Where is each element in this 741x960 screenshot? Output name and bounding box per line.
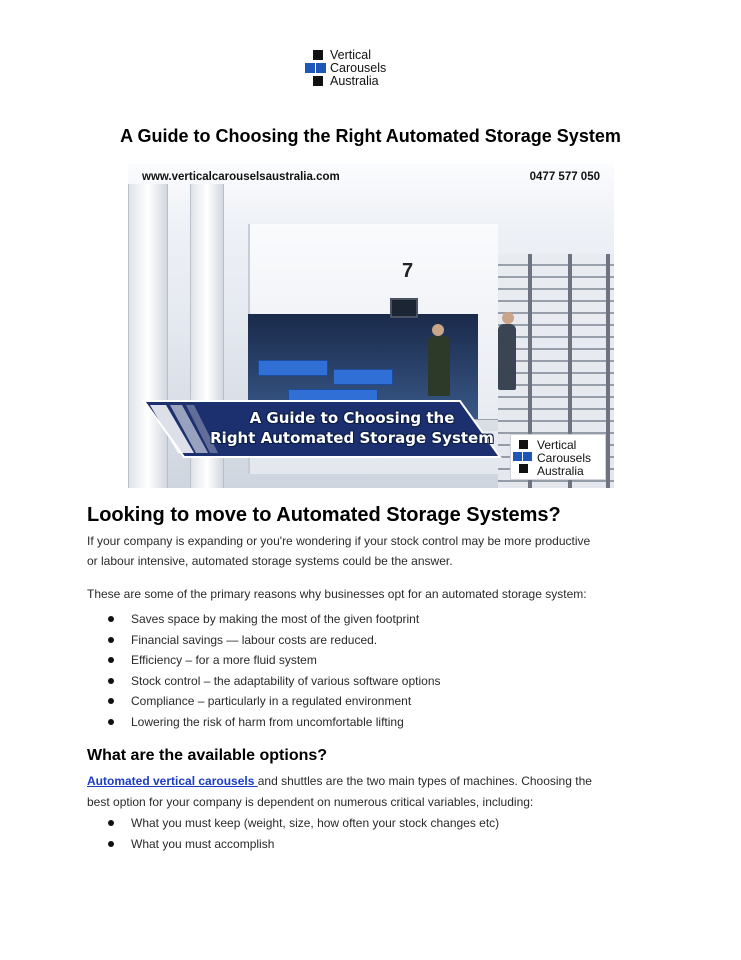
- hero-image: [128, 164, 614, 488]
- bullet-icon: [108, 637, 114, 643]
- shelf-post: [606, 254, 610, 488]
- shelf-number: 7: [402, 260, 414, 282]
- options-heading: What are the available options?: [87, 747, 328, 764]
- logo-square-icon: [305, 63, 315, 73]
- list-item: Efficiency – for a more fluid system: [108, 650, 441, 671]
- hero-url: www.verticalcarouselsaustralia.com: [142, 171, 340, 183]
- list-item: Compliance – particularly in a regulated environment: [108, 691, 441, 712]
- logo-square-icon: [316, 63, 326, 73]
- bullet-icon: [108, 678, 114, 684]
- list-item: Stock control – the adaptability of various software options: [108, 671, 441, 692]
- hero-logo-word: Carousels: [537, 451, 592, 465]
- section-heading: Looking to move to Automated Storage Systems?: [87, 504, 561, 526]
- list-item: Saves space by making the most of the given footprint: [108, 609, 441, 630]
- bullet-icon: [108, 719, 114, 725]
- worker-head: [432, 324, 444, 336]
- logo-word-australia: Australia: [330, 74, 379, 88]
- reasons-intro: These are some of the primary reasons why businesses opt for an automated storage system:: [87, 587, 587, 601]
- list-item: Lowering the risk of harm from uncomfortable lifting: [108, 712, 441, 733]
- storage-tray: [333, 369, 393, 385]
- options-line-2: best option for your company is dependent on numerous critical variables, including:: [87, 795, 534, 809]
- intro-line-2: or labour intensive, automated storage systems could be the answer.: [87, 554, 453, 568]
- logo-square-icon: [519, 440, 528, 449]
- storage-tray: [258, 360, 328, 376]
- reasons-list: [108, 609, 441, 732]
- logo-square-icon: [519, 464, 528, 473]
- hero-logo-word: Australia: [537, 464, 584, 478]
- list-item: What you must keep (weight, size, how often your stock changes etc): [108, 813, 499, 834]
- bullet-icon: [108, 841, 114, 847]
- hero-logo: [510, 434, 606, 480]
- worker: [428, 336, 450, 396]
- worker: [498, 324, 516, 390]
- bullet-icon: [108, 657, 114, 663]
- bullet-icon: [108, 616, 114, 622]
- bullet-icon: [108, 698, 114, 704]
- logo-square-icon: [513, 452, 522, 461]
- options-list: [108, 813, 499, 854]
- bullet-icon: [108, 820, 114, 826]
- logo-square-icon: [523, 452, 532, 461]
- hero-banner: [142, 399, 502, 459]
- page-title: A Guide to Choosing the Right Automated Storage System: [120, 126, 621, 146]
- intro-line-1: If your company is expanding or you're wondering if your stock control may be more productive: [87, 534, 591, 548]
- list-item: What you must accomplish: [108, 834, 499, 855]
- worker-head: [502, 312, 514, 324]
- logo-square-icon: [313, 76, 323, 86]
- logo-word-carousels: Carousels: [330, 61, 387, 75]
- logo-word-vertical: Vertical: [330, 48, 371, 62]
- machine-monitor: [390, 298, 418, 318]
- list-item: Financial savings — labour costs are reduced.: [108, 630, 441, 651]
- hero-phone: 0477 577 050: [529, 171, 600, 183]
- banner-line-2: Right Automated Storage System: [210, 429, 494, 447]
- banner-line-1: A Guide to Choosing the: [249, 409, 455, 427]
- hero-logo-word: Vertical: [537, 438, 577, 452]
- vertical-carousels-link[interactable]: Automated vertical carousels: [87, 774, 258, 788]
- options-line-1: Automated vertical carousels and shuttles are the two main types of machines. Choosing the: [87, 774, 592, 788]
- logo-square-icon: [313, 50, 323, 60]
